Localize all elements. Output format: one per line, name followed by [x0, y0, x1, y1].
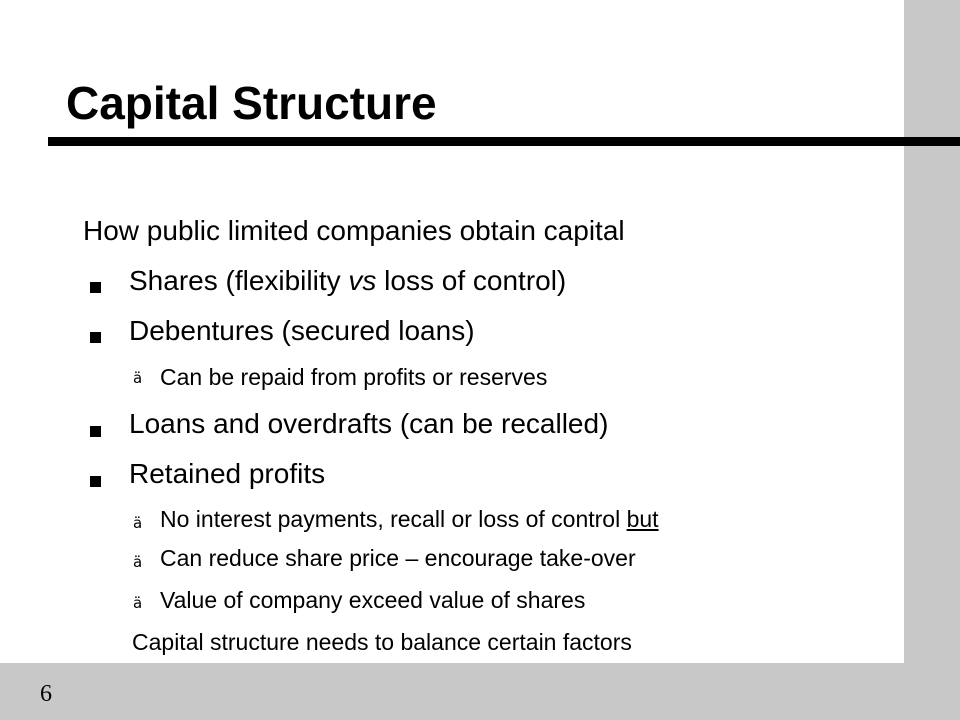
bottom-frame-bar: [0, 663, 960, 720]
bullet-shares-text-post: loss of control): [376, 265, 567, 296]
sub-bullet-no-interest: [160, 506, 659, 533]
sub-bullet-company-value: Value of company exceed value of shares: [160, 587, 586, 613]
right-frame-bar: [904, 0, 960, 720]
title-underline-rule: [48, 137, 960, 146]
sub-bullet-no-interest-text: No interest payments, recall or loss of control: [160, 506, 627, 532]
slide-number: 6: [40, 681, 52, 707]
bullet-retained-profits: Retained profits: [129, 458, 326, 489]
sub-bullet-repaid: Can be repaid from profits or reserves: [160, 364, 548, 390]
square-bullet-icon: [90, 476, 101, 487]
arrow-bullet-icon: ä: [133, 514, 143, 532]
arrow-bullet-icon: ä: [133, 594, 143, 612]
arrow-bullet-icon: ä: [133, 369, 143, 387]
arrow-bullet-icon: ä: [133, 553, 143, 571]
sub-bullet-share-price: Can reduce share price – encourage take-over: [160, 545, 636, 571]
bullet-loans: Loans and overdrafts (can be recalled): [129, 408, 609, 439]
square-bullet-icon: [90, 426, 101, 437]
square-bullet-icon: [90, 332, 101, 343]
underlined-but: but: [626, 506, 659, 532]
closing-text: Capital structure needs to balance certain factors: [132, 629, 632, 655]
bullet-shares-text-pre: Shares (flexibility: [129, 265, 349, 296]
bullet-shares-text-italic: vs: [348, 265, 377, 296]
slide-title: Capital Structure: [66, 77, 437, 129]
intro-text: How public limited companies obtain capital: [83, 215, 625, 246]
square-bullet-icon: [90, 282, 101, 293]
bullet-shares: [129, 265, 566, 297]
bullet-debentures: Debentures (secured loans): [129, 315, 475, 346]
